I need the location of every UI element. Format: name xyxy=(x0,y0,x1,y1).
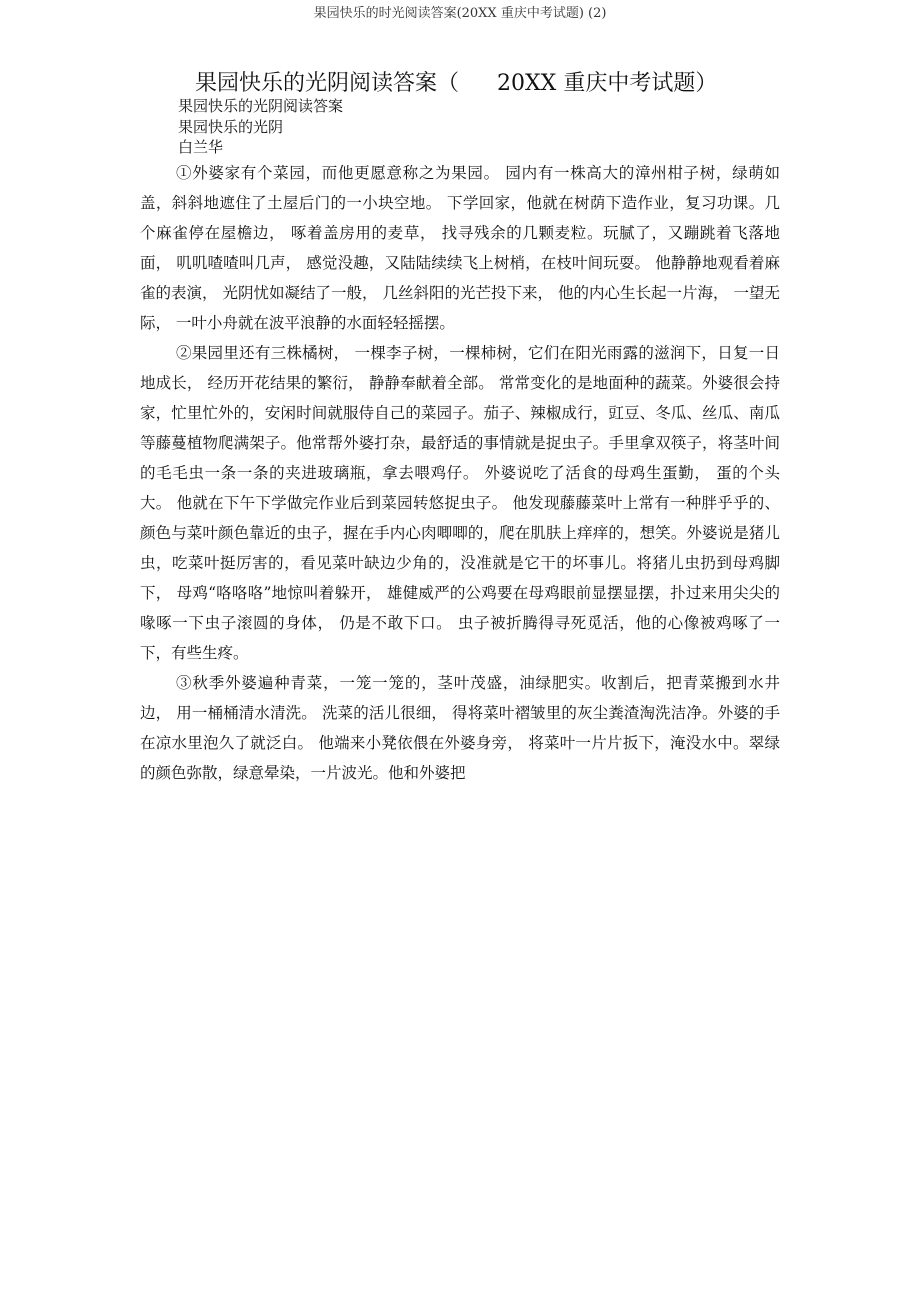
author-name: 白兰华 xyxy=(178,138,224,156)
paragraph-3: ③秋季外婆遍种青菜，一笼一笼的，茎叶茂盛，油绿肥实。收割后，把青菜搬到水井边， 用一桶桶清水清洗。 洗菜的活儿很细， 得将菜叶褶皱里的灰尘粪渣淘洗洁净。外婆的手在凉水里泡久了就泛白。 他端来小凳依偎在外婆身旁， 将菜叶一片片扳下，淹没水中。翠绿的颜色弥散，绿意晕染，一片波光。他和外婆把 xyxy=(140,674,780,782)
article-body xyxy=(140,158,780,788)
page-title-main: 果园快乐的光阴阅读答案（ xyxy=(195,71,460,96)
page-title-source: 20XX 重庆中考试题） xyxy=(497,71,718,96)
article-title: 果园快乐的光阴 xyxy=(178,118,284,136)
running-header: 果园快乐的时光阅读答案(20XX 重庆中考试题) (2) xyxy=(313,6,607,21)
page-title xyxy=(195,66,717,97)
paragraph-1: ①外婆家有个菜园，而他更愿意称之为果园。 园内有一株高大的漳州柑子树，绿萌如盖，斜斜地遮住了土屋后门的一小块空地。 下学回家，他就在树荫下造作业，复习功课。几个麻雀停在屋檐边， 啄着盖房用的麦草， 找寻残余的几颗麦粒。玩腻了，又蹦跳着飞落地面， 叽叽喳喳叫几声， 感觉没趣，又陆陆续续飞上树梢，在枝叶间玩耍。 他静静地观看着麻雀的表演， 光阴忧如凝结了一般， 几丝斜阳的光芒投下来， 他的内心生长起一片海， 一望无际， 一叶小舟就在波平浪静的水面轻轻摇摆。 xyxy=(140,164,780,332)
subtitle: 果园快乐的光阴阅读答案 xyxy=(178,97,344,115)
paragraph-2: ②果园里还有三株橘树， 一棵李子树，一棵柿树，它们在阳光雨露的滋润下，日复一日地成长， 经历开花结果的繁衍， 静静奉献着全部。 常常变化的是地面种的蔬菜。外婆很会持家，忙里忙外的，安闲时间就服侍自己的菜园子。茄子、辣椒成行，豇豆、冬瓜、丝瓜、南瓜等藤蔓植物爬满架子。他常帮外婆打杂，最舒适的事情就是捉虫子。手里拿双筷子，将茎叶间的毛毛虫一条一条的夹进玻璃瓶，拿去喂鸡仔。 外婆说吃了活食的母鸡生蛋勤， 蛋的个头大。 他就在下午下学做完作业后到菜园转悠捉虫子。 他发现藤藤菜叶上常有一种胖乎乎的、 颜色与菜叶颜色靠近的虫子，握在手内心肉唧唧的，爬在肌肤上痒痒的，想笑。外婆说是猪儿虫，吃菜叶挺厉害的，看见菜叶缺边少角的，没准就是它干的坏事儿。将猪儿虫扔到母鸡脚下， 母鸡“咯咯咯”地惊叫着躲开， 雄健威严的公鸡要在母鸡眼前显摆显摆，扑过来用尖尖的喙啄一下虫子滚圆的身体， 仍是不敢下口。 虫子被折腾得寻死觅活，他的心像被鸡啄了一下，有些生疼。 xyxy=(140,344,780,662)
